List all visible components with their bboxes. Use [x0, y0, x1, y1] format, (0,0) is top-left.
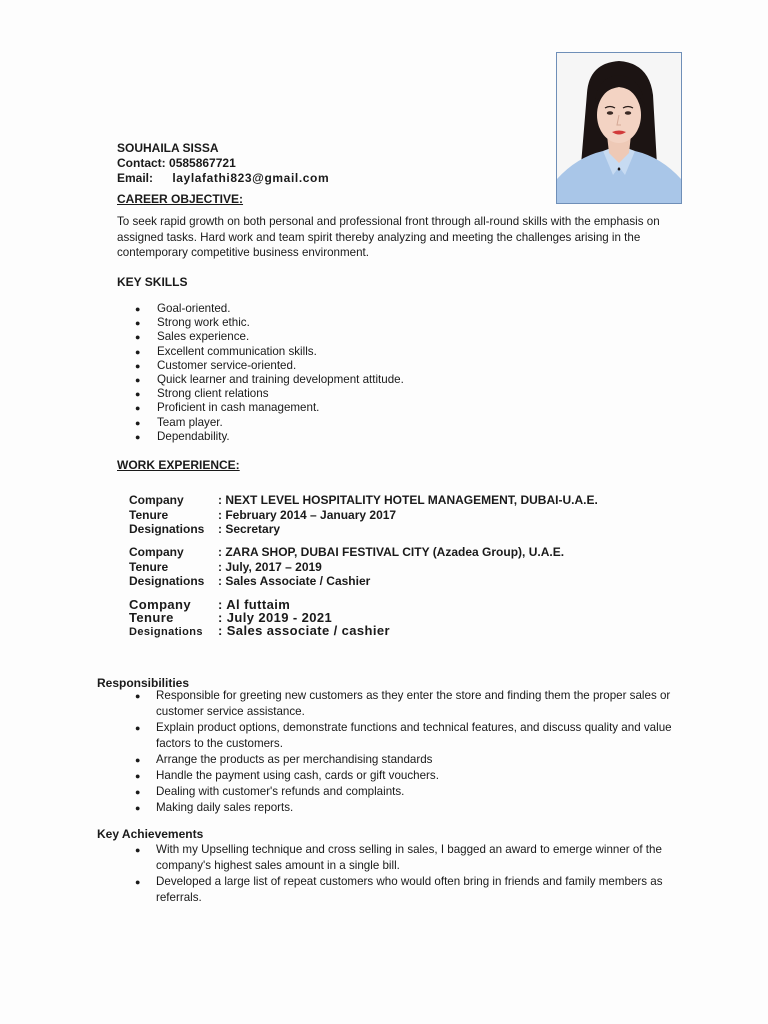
bullet-icon: ●	[135, 403, 141, 414]
list-item: ● Strong work ethic.	[135, 316, 250, 330]
key-skills-list	[135, 302, 404, 444]
list-item: ● Goal-oriented.	[135, 302, 231, 315]
bullet-icon: ●	[135, 771, 141, 781]
bullet-icon: ●	[135, 803, 141, 813]
list-item: ● Dealing with customer's refunds and complaints.	[135, 785, 405, 798]
list-item: ● Making daily sales reports.	[135, 801, 294, 814]
list-item: ● Dependability.	[135, 429, 230, 443]
job-entry	[129, 493, 598, 537]
list-item: ● Proficient in cash management.	[135, 401, 320, 415]
bullet-icon: ●	[135, 304, 141, 314]
company-label: Company	[129, 597, 192, 612]
bullet-icon: ●	[135, 755, 141, 765]
bullet-icon: ●	[135, 318, 141, 329]
bullet-icon: ●	[135, 389, 141, 400]
company-value: : NEXT LEVEL HOSPITALITY HOTEL MANAGEMENT, DUBAI-U.A.E.	[218, 493, 598, 507]
list-item: ● Strong client relations	[135, 387, 269, 401]
tenure-value: : July 2019 - 2021	[218, 610, 333, 625]
bullet-icon: ●	[135, 332, 141, 343]
company-value: : Al futtaim	[218, 597, 291, 612]
bullet-icon: ●	[135, 417, 141, 428]
bullet-icon: ●	[135, 691, 141, 701]
designation-value: : Secretary	[218, 522, 281, 536]
job-entry	[129, 598, 390, 639]
designations-label: Designations	[129, 626, 203, 638]
bullet-icon: ●	[135, 723, 141, 733]
tenure-value: : February 2014 – January 2017	[218, 507, 397, 522]
bullet-icon: ●	[135, 360, 141, 371]
tenure-label: Tenure	[129, 507, 169, 522]
list-item: ● Sales experience.	[135, 330, 250, 344]
career-objective-title: CAREER OBJECTIVE:	[117, 192, 244, 206]
profile-photo	[556, 52, 682, 204]
candidate-name: SOUHAILA SISSA	[117, 141, 219, 155]
tenure-label: Tenure	[129, 559, 169, 574]
bullet-icon: ●	[135, 787, 141, 797]
designation-value: : Sales associate / cashier	[218, 623, 390, 638]
list-item: ● Developed a large list of repeat customers who would often bring in friends and family members as referrals.	[135, 875, 663, 904]
bullet-icon: ●	[135, 346, 141, 357]
list-item: ● With my Upselling technique and cross selling in sales, I bagged an award to emerge winner of the company's highest sales amount in a single bill.	[135, 843, 662, 872]
responsibilities-title: Responsibilities	[97, 676, 190, 690]
list-item: ● Explain product options, demonstrate functions and technical features, and discuss quality and value factors to the customers.	[135, 721, 672, 750]
tenure-label: Tenure	[129, 610, 174, 625]
contact-header	[117, 141, 329, 186]
email-address: laylafathi823@gmail.com	[172, 171, 330, 185]
key-achievements-list	[135, 842, 686, 906]
email-label: Email:	[117, 171, 154, 185]
responsibilities-list	[135, 688, 686, 816]
list-item: ● Team player.	[135, 415, 223, 429]
designation-value: : Sales Associate / Cashier	[218, 574, 371, 588]
list-item: ● Quick learner and training development attitude.	[135, 372, 404, 386]
company-label: Company	[129, 493, 184, 507]
key-skills-title: KEY SKILLS	[117, 275, 188, 289]
list-item: ● Excellent communication skills.	[135, 344, 317, 358]
bullet-icon: ●	[135, 877, 141, 887]
contact-label: Contact:	[117, 156, 166, 170]
contact-phone: 0585867721	[169, 156, 236, 170]
tenure-value: : July, 2017 – 2019	[218, 559, 322, 574]
bullet-icon: ●	[135, 374, 141, 385]
job-entry	[129, 545, 564, 589]
work-experience-title: WORK EXPERIENCE:	[117, 458, 240, 472]
company-label: Company	[129, 545, 184, 559]
list-item: ● Handle the payment using cash, cards or gift vouchers.	[135, 769, 439, 782]
key-achievements-title: Key Achievements	[97, 827, 204, 841]
list-item: ● Responsible for greeting new customers as they enter the store and finding them the proper sales or customer service assistance.	[135, 689, 671, 718]
bullet-icon: ●	[135, 431, 141, 442]
bullet-icon: ●	[135, 845, 141, 855]
company-value: : ZARA SHOP, DUBAI FESTIVAL CITY (Azadea Group), U.A.E.	[218, 545, 565, 559]
list-item: ● Customer service-oriented.	[135, 358, 297, 372]
list-item: ● Arrange the products as per merchandising standards	[135, 753, 433, 766]
designations-label: Designations	[129, 574, 205, 588]
designations-label: Designations	[129, 522, 205, 536]
career-objective-text: To seek rapid growth on both personal and professional front through all-round skills with the emphasis on assigned tasks. Hard work and team spirit thereby analyzing and meeting the challenges arising in the contemporary competitive business environment.	[117, 215, 660, 259]
